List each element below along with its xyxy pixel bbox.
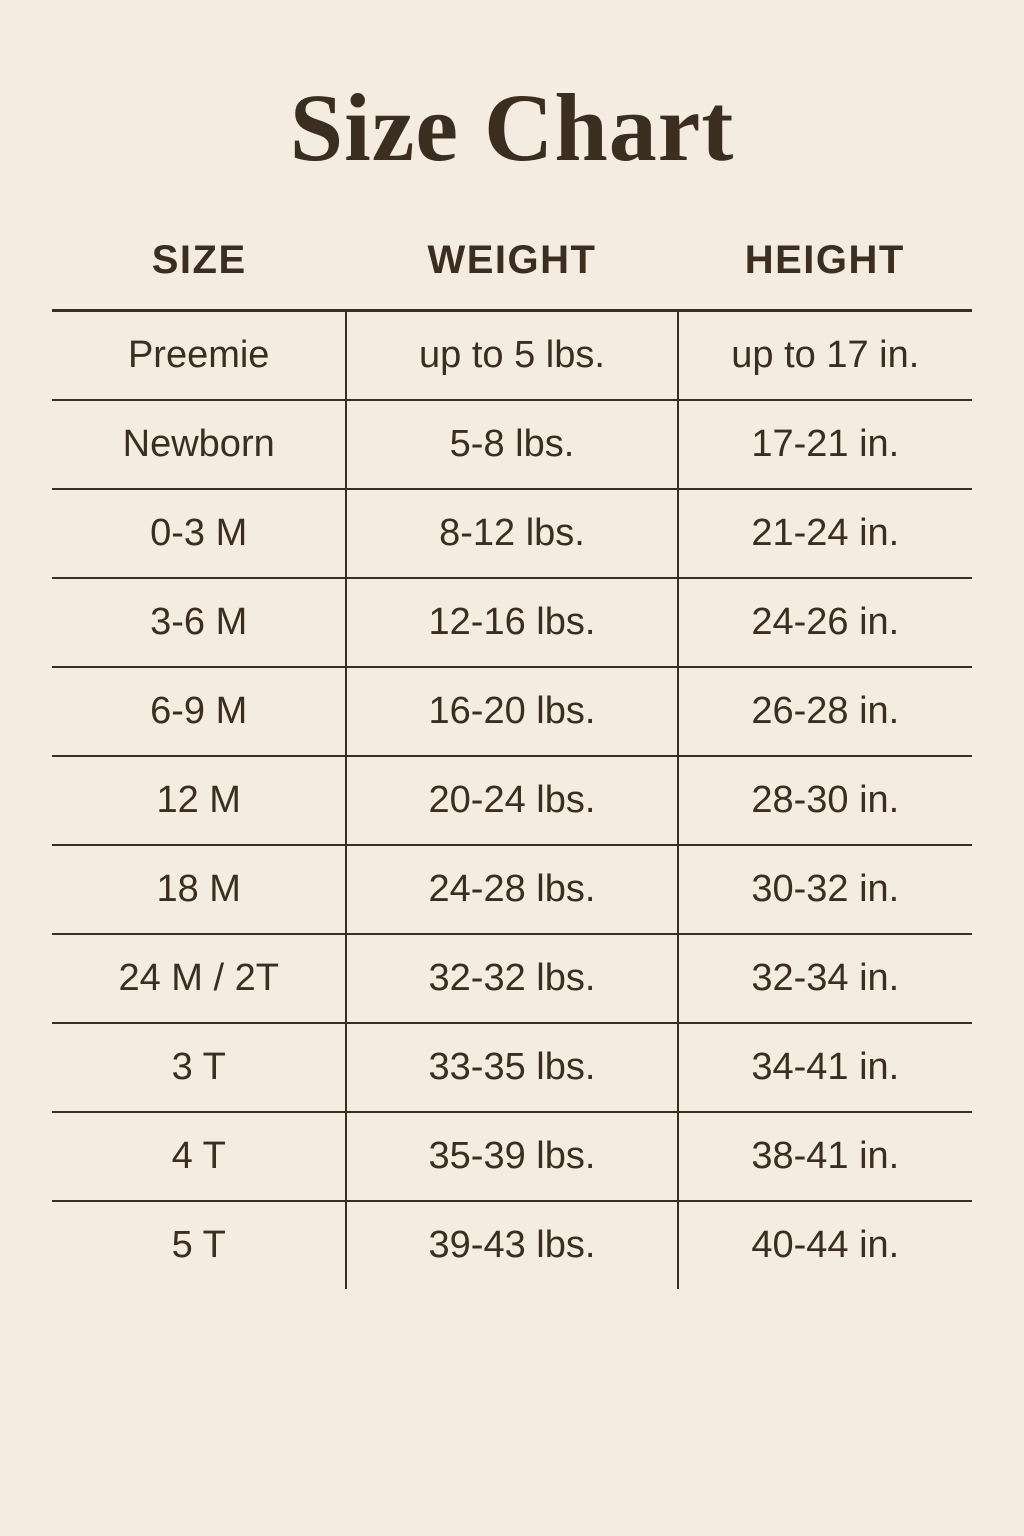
cell-height: up to 17 in. [678,311,972,401]
cell-height: 26-28 in. [678,667,972,756]
cell-weight: up to 5 lbs. [346,311,677,401]
table-row [52,756,972,845]
table-row [52,578,972,667]
cell-size: 0-3 M [52,489,346,578]
cell-height: 34-41 in. [678,1023,972,1112]
cell-height: 40-44 in. [751,1224,900,1266]
table-row [52,1201,972,1289]
table-row [52,667,972,756]
column-header-height: HEIGHT [678,238,972,311]
cell-size: Newborn [52,400,346,489]
cell-weight: 8-12 lbs. [346,489,677,578]
page-title: Size Chart [289,74,735,181]
cell-size: Preemie [52,311,346,401]
cell-height: 17-21 in. [678,400,972,489]
cell-weight: 20-24 lbs. [346,756,677,845]
cell-weight: 39-43 lbs. [346,1201,677,1289]
cell-weight: 32-32 lbs. [346,934,677,1023]
table-row [52,489,972,578]
table-row [52,845,972,934]
table-body [52,311,972,1290]
size-chart-table-container [52,176,972,1289]
cell-size: 12 M [52,756,346,845]
cell-height: 24-26 in. [678,578,972,667]
cell-size: 4 T [52,1112,346,1201]
size-chart-table [52,238,972,1289]
table-row [52,1023,972,1112]
cell-weight: 12-16 lbs. [346,578,677,667]
table-header [52,238,972,311]
cell-height: 38-41 in. [678,1112,972,1201]
column-header-weight: WEIGHT [346,238,677,311]
cell-size: 18 M [52,845,346,934]
cell-height: 28-30 in. [678,756,972,845]
cell-height: 21-24 in. [678,489,972,578]
table-row [52,311,972,401]
table-header-row [52,238,972,311]
cell-size: 6-9 M [52,667,346,756]
cell-size: 3-6 M [52,578,346,667]
cell-size: 5 T [52,1201,346,1289]
cell-weight: 16-20 lbs. [346,667,677,756]
cell-weight: 5-8 lbs. [346,400,677,489]
table-row [52,1112,972,1201]
cell-size: 3 T [52,1023,346,1112]
table-row [52,934,972,1023]
cell-size: 24 M / 2T [52,934,346,1023]
column-header-size: SIZE [52,238,346,311]
cell-height: 32-34 in. [678,934,972,1023]
cell-height: 30-32 in. [678,845,972,934]
table-row [52,400,972,489]
cell-weight: 35-39 lbs. [346,1112,677,1201]
cell-weight: 33-35 lbs. [346,1023,677,1112]
cell-weight: 24-28 lbs. [346,845,677,934]
